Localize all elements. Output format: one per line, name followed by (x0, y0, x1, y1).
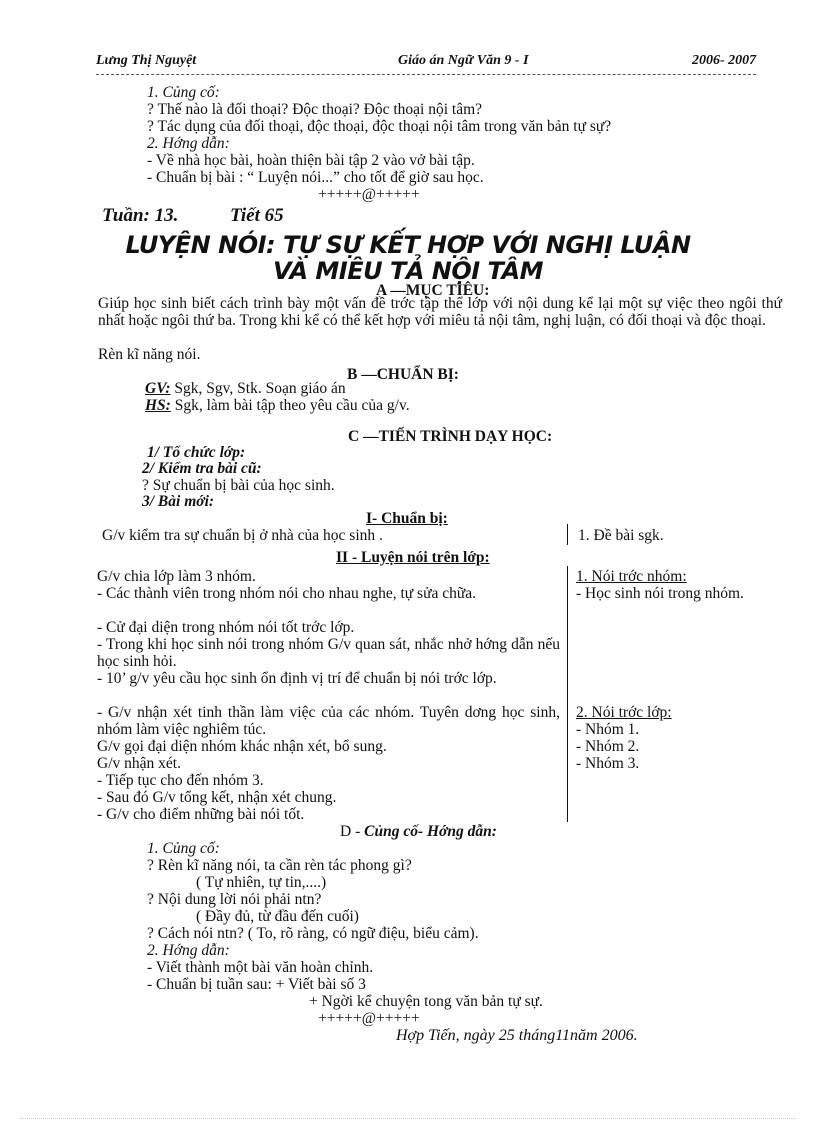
d-huong-dan-title: 2. Hớng dẫn: (147, 942, 230, 959)
part-2-line-4: - Trong khi học sinh nói trong nhóm G/v quan sát, nhắc nhở hớng dẫn nếu học sinh hỏi. (97, 636, 560, 670)
step-1-to-chuc-lop: 1/ Tổ chức lớp: (147, 444, 246, 461)
d-guide-2: - Chuẩn bị tuần sau: + Viết bài số 3 (147, 976, 366, 993)
d-cung-co-title: 1. Củng cố: (147, 840, 220, 857)
gv-text: Sgk, Sgv, Stk. Soạn giáo án (170, 380, 346, 397)
prev-cung-co-title: 1. Củng cố: (147, 84, 220, 101)
page-bottom-edge (20, 1118, 796, 1119)
lesson-title-line-2: VÀ MIÊU TẢ NỘI TÂM (273, 257, 543, 285)
part-1-left: G/v kiểm tra sự chuẩn bị ở nhà của học sinh . (102, 527, 383, 544)
part-2-heading: II - Luyện nói trên lớp: (336, 549, 490, 566)
section-d-heading (340, 823, 497, 840)
d-answer-1: ( Tự nhiên, tự tin,....) (196, 874, 327, 891)
prev-huong-dan-title: 2. Hớng dẫn: (147, 135, 230, 152)
part-2-line-9: - Tiếp tục cho đến nhóm 3. (97, 772, 264, 789)
right-noi-truoc-nhom: 1. Nói trớc nhóm: (576, 568, 687, 585)
d-guide-1: - Viết thành một bài văn hoàn chỉnh. (147, 959, 374, 976)
hs-label: HS: (145, 397, 171, 414)
d-question-2: ? Nội dung lời nói phải ntn? (147, 891, 322, 908)
step-2-kiem-tra: 2/ Kiểm tra bài cũ: (142, 460, 262, 477)
part-1-heading: I- Chuẩn bị: (366, 510, 448, 527)
right-group-2: - Nhóm 2. (576, 738, 640, 755)
right-group-3: - Nhóm 3. (576, 755, 640, 772)
part-2-line-7: G/v gọi đại diện nhóm khác nhận xét, bổ sung. (97, 738, 387, 755)
part-2-line-8: G/v nhận xét. (97, 755, 181, 772)
part-2-line-3: - Cử đại diện trong nhóm nói tốt trớc lớp. (97, 619, 355, 636)
gv-line (145, 380, 346, 397)
right-noi-truoc-lop: 2. Nói trớc lớp: (576, 704, 672, 721)
part-2-line-10: - Sau đó G/v tổng kết, nhận xét chung. (97, 789, 337, 806)
prev-guide-1: - Về nhà học bài, hoàn thiện bài tập 2 vào vở bài tập. (147, 152, 475, 169)
header-divider (96, 74, 756, 75)
part-1-divider (567, 524, 568, 545)
d-separator: +++++@+++++ (318, 1010, 420, 1027)
lesson-title-line-1: LUYỆN NÓI: TỰ SỰ KẾT HỢP VỚI NGHỊ LUẬN (125, 231, 691, 259)
right-noi-truoc-nhom-text: - Học sinh nói trong nhóm. (576, 585, 744, 602)
gv-label: GV: (145, 380, 171, 397)
section-a-skill: Rèn kĩ năng nói. (98, 346, 201, 363)
prev-question-2: ? Tác dụng của đối thoại, độc thoại, độc thoại nội tâm trong văn bản tự sự? (147, 118, 612, 135)
step-2-text: ? Sự chuẩn bị bài của học sinh. (142, 477, 335, 494)
week-label: Tuần: 13. (102, 205, 179, 226)
signature-date: Hợp Tiến, ngày 25 tháng11năm 2006. (396, 1027, 638, 1044)
header-subject: Giáo án Ngữ Văn 9 - I (398, 53, 529, 68)
hs-line (145, 397, 410, 414)
part-2-line-2: - Các thành viên trong nhóm nói cho nhau nghe, tự sửa chữa. (97, 585, 477, 602)
hs-text: Sgk, làm bài tập theo yêu cầu của g/v. (170, 397, 410, 414)
prev-question-1: ? Thế nào là đối thoại? Độc thoại? Độc thoại nội tâm? (147, 101, 483, 118)
section-c-heading: C —TIẾN TRÌNH DẠY HỌC: (348, 428, 553, 445)
right-group-1: - Nhóm 1. (576, 721, 640, 738)
header-year: 2006- 2007 (692, 53, 757, 68)
part-1-right: 1. Đề bài sgk. (578, 527, 664, 544)
d-question-1: ? Rèn kĩ năng nói, ta cần rèn tác phong gì? (147, 857, 412, 874)
section-d-title: Củng cố- Hớng dẫn: (364, 823, 497, 840)
part-2-line-5: - 10’ g/v yêu cầu học sinh ổn định vị trí để chuẩn bị nói trớc lớp. (97, 670, 497, 687)
d-answer-2: ( Đầy đủ, từ đầu đến cuối) (196, 908, 359, 925)
part-2-line-11: - G/v cho điểm những bài nói tốt. (97, 806, 305, 823)
d-guide-3: + Ngời kể chuyện tong văn bản tự sự. (309, 993, 543, 1010)
part-2-line-6: - G/v nhận xét tinh thần làm việc của các nhóm. Tuyên dơng học sinh, nhóm làm việc nghiêm túc. (97, 704, 560, 738)
prev-separator: +++++@+++++ (318, 186, 420, 203)
section-a-heading: A —MỤC TIÊU: (376, 282, 490, 299)
step-3-bai-moi: 3/ Bài mới: (142, 493, 215, 510)
header-author: Lưng Thị Nguyệt (96, 53, 197, 68)
part-2-divider (567, 566, 568, 822)
section-a-paragraph: Giúp học sinh biết cách trình bày một vấn đề trớc tập thể lớp với nội dung kể lại một sự việc theo ngôi thứ nhất hoặc ngôi thứ ba. Trong khi kể có thể kết hợp với miêu tả nội tâm, nghị luận, có đối thoại và độc thoại. (98, 295, 782, 329)
section-d-prefix: D - (340, 823, 365, 840)
prev-guide-2: - Chuẩn bị bài : “ Luyện nói...” cho tốt để giờ sau học. (147, 169, 484, 186)
part-2-line-1: G/v chia lớp làm 3 nhóm. (97, 568, 256, 585)
period-label: Tiết 65 (230, 205, 284, 226)
d-question-3: ? Cách nói ntn? ( To, rõ ràng, có ngữ điệu, biểu cảm). (147, 925, 479, 942)
section-b-heading: B —CHUẨN BỊ: (347, 366, 459, 383)
